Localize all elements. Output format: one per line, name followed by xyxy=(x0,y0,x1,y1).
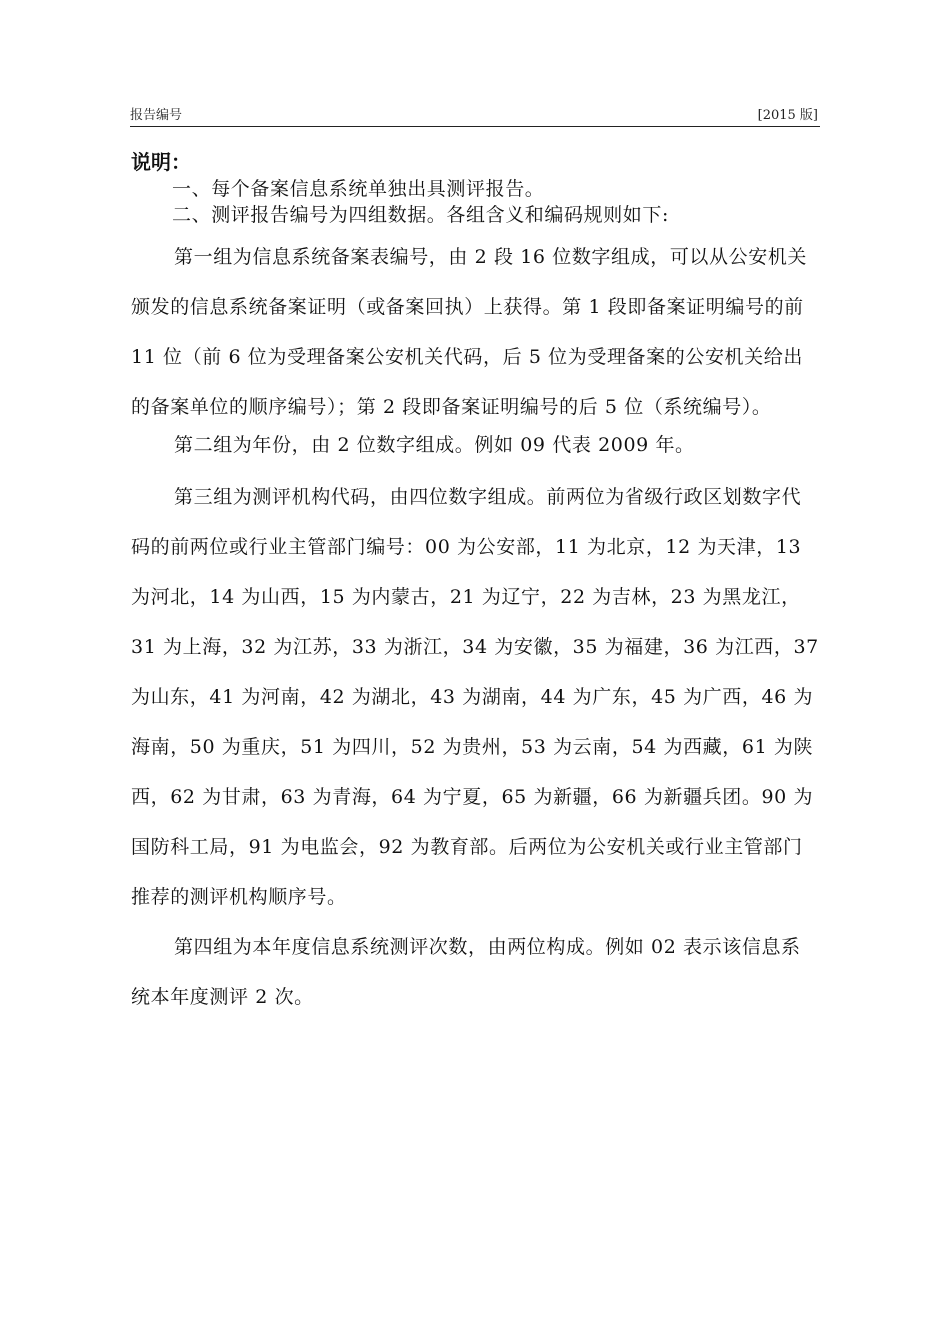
paragraph-group-3: 第三组为测评机构代码，由四位数字组成。前两位为省级行政区划数字代码的前两位或行业主管部门编号：00 为公安部，11 为北京，12 为天津，13 为河北，14 为山西，15 为内蒙古，21 为辽宁，22 为吉林，23 为黑龙江，31 为上海，32 为江苏，33 为浙江，34 为安徽，35 为福建，36 为江西，37 为山东，41 为河南，42 为湖北，43 为湖南，44 为广东，45 为广西，46 为海南，50 为重庆，51 为四川，52 为贵州，53 为云南，54 为西藏，61 为陕西，62 为甘肃，63 为青海，64 为宁夏，65 为新疆，66 为新疆兵团。90 为国防科工局，91 为电监会，92 为教育部。后两位为公安机关或行业主管部门推荐的测评机构顺序号。 xyxy=(131,486,819,908)
document-body xyxy=(131,148,819,1022)
note-item-2: 二、测评报告编号为四组数据。各组含义和编码规则如下: xyxy=(172,204,670,226)
page-header xyxy=(130,100,820,127)
section-title: 说明： xyxy=(131,150,191,174)
version-label: [2015 版] xyxy=(757,108,818,123)
paragraph-group-4: 第四组为本年度信息系统测评次数，由两位构成。例如 02 表示该信息系统本年度测评 2 次。 xyxy=(131,936,801,1008)
paragraph-group-2: 第二组为年份，由 2 位数字组成。例如 09 代表 2009 年。 xyxy=(174,434,695,456)
paragraph-group-1: 第一组为信息系统备案表编号，由 2 段 16 位数字组成，可以从公安机关颁发的信息系统备案证明（或备案回执）上获得。第 1 段即备案证明编号的前 11 位（前 6 位为受理备案公安机关代码，后 5 位为受理备案的公安机关给出的备案单位的顺序编号）；第 2 段即备案证明编号的后 5 位（系统编号）。 xyxy=(131,246,808,418)
note-item-1: 一、每个备案信息系统单独出具测评报告。 xyxy=(172,178,545,200)
report-number-label: 报告编号 xyxy=(130,108,183,123)
